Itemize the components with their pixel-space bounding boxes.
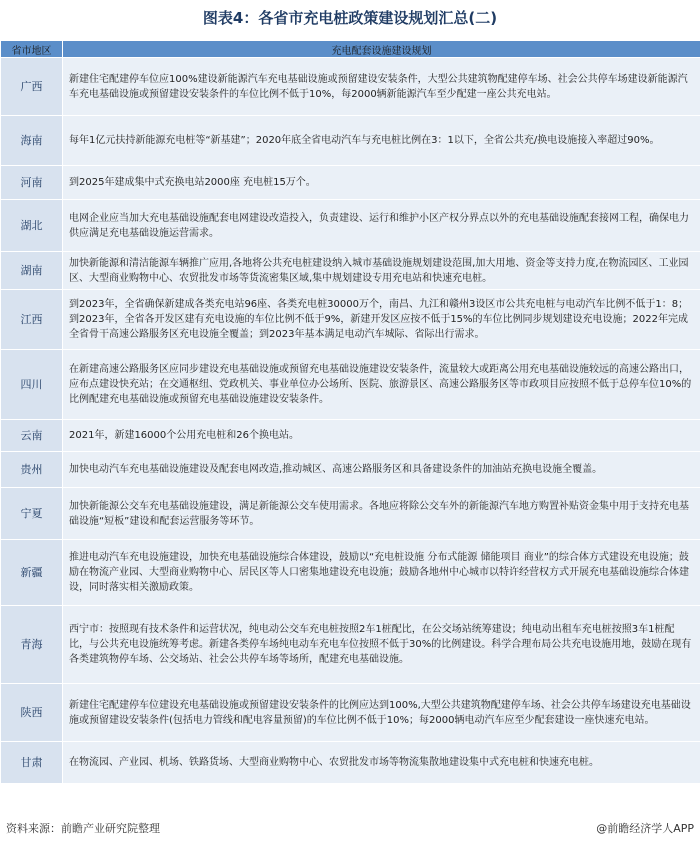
plan-cell: 到2025年建成集中式充换电站2000座 充电桩15万个。 <box>63 166 700 200</box>
plan-cell: 新建住宅配建停车位应100%建设新能源汽车充电基础设施或预留建设安装条件，大型公共建筑物配建停车场、社会公共停车场建设新能源汽车充电基础设施或预留建设安装条件的车位比例不低于10%，每2000辆新能源汽车至少配建一座公共充电站。 <box>63 58 700 116</box>
table-row <box>1 420 700 452</box>
plan-cell: 电网企业应当加大充电基础设施配套电网建设改造投入，负责建设、运行和维护小区产权分界点以外的充电基础设施配套接网工程，确保电力供应满足充电基础设施运营需求。 <box>63 200 700 252</box>
region-cell: 贵州 <box>1 452 63 488</box>
plan-cell: 新建住宅配建停车位建设充电基础设施或预留建设安装条件的比例应达到100%,大型公共建筑物配建停车场、社会公共停车场建设充电基础设施或预留建设安装条件(包括电力管线和配电容量预留)的车位比例不低于10%；每2000辆电动汽车应至少配套建设一座快速充电站。 <box>63 684 700 742</box>
table-row <box>1 742 700 784</box>
table-row <box>1 540 700 606</box>
table-row <box>1 606 700 684</box>
plan-cell: 加快电动汽车充电基础设施建设及配套电网改造,推动城区、高速公路服务区和具备建设条件的加油站充换电设施全覆盖。 <box>63 452 700 488</box>
table-row <box>1 290 700 350</box>
region-cell: 青海 <box>1 606 63 684</box>
region-cell: 新疆 <box>1 540 63 606</box>
table-row <box>1 200 700 252</box>
plan-cell: 每年1亿元扶持新能源充电桩等“新基建”；2020年底全省电动汽车与充电桩比例在3：1以下，全省公共充/换电设施接入率超过90%。 <box>63 116 700 166</box>
policy-table <box>0 40 700 784</box>
plan-cell: 到2023年，全省确保新建成各类充电站96座、各类充电桩30000万个，南昌、九江和赣州3设区市公共充电桩与电动汽车比例不低于1：8；到2023年，全省各开发区建有充电设施的车位比例不低于9%，新建开发区应按不低于15%的车位比例同步规划建设充电设施；2022年完成全省骨干高速公路服务区充电设施全覆盖；到2023年基本满足电动汽车城际、省际出行需求。 <box>63 290 700 350</box>
table-row <box>1 58 700 116</box>
table-row <box>1 252 700 290</box>
table-row <box>1 684 700 742</box>
plan-cell: 加快新能源公交车充电基础设施建设，满足新能源公交车使用需求。各地应将除公交车外的新能源汽车地方购置补贴资金集中用于支持充电基础设施“短板”建设和配套运营服务等环节。 <box>63 488 700 540</box>
table-row <box>1 452 700 488</box>
plan-cell: 在新建高速公路服务区应同步建设充电基础设施或预留充电基础设施建设安装条件，流量较大或距离公用充电基础设施较远的高速公路出口，应布点建设快充站；在交通枢纽、党政机关、事业单位办公场所、医院、旅游景区、高速公路服务区等市政项目应按照不低于总停车位10%的比例配建充电基础设施或预留充电基础设施建设安装条件。 <box>63 350 700 420</box>
region-cell: 陕西 <box>1 684 63 742</box>
table-row <box>1 166 700 200</box>
plan-cell: 加快新能源和清洁能源车辆推广应用,各地将公共充电桩建设纳入城市基础设施规划建设范围,加大用地、资金等支持力度,在物流园区、工业园区、大型商业购物中心、农贸批发市场等货流密集区域,集中规划建设专用充电站和快速充电桩。 <box>63 252 700 290</box>
brand-credit: @前瞻经济学人APP <box>596 822 694 835</box>
table-row <box>1 488 700 540</box>
table-row <box>1 350 700 420</box>
region-cell: 宁夏 <box>1 488 63 540</box>
header-region: 省市地区 <box>1 41 63 58</box>
region-cell: 河南 <box>1 166 63 200</box>
region-cell: 云南 <box>1 420 63 452</box>
plan-cell: 推进电动汽车充电设施建设，加快充电基础设施综合体建设，鼓励以“充电桩设施 分布式能源 储能项目 商业”的综合体方式建设充电设施；鼓励在物流产业园、大型商业购物中心、居民区等人口密集地建设充电设施；鼓励各地州中心城市以特许经营权方式开展充电基础设施综合体建设，同时落实相关激励政策。 <box>63 540 700 606</box>
region-cell: 海南 <box>1 116 63 166</box>
region-cell: 甘肃 <box>1 742 63 784</box>
plan-cell: 在物流园、产业园、机场、铁路货场、大型商业购物中心、农贸批发市场等物流集散地建设集中式充电桩和快速充电桩。 <box>63 742 700 784</box>
region-cell: 湖北 <box>1 200 63 252</box>
region-cell: 四川 <box>1 350 63 420</box>
plan-cell: 2021年，新建16000个公用充电桩和26个换电站。 <box>63 420 700 452</box>
table-row <box>1 116 700 166</box>
table-header-row <box>1 41 700 58</box>
header-plan: 充电配套设施建设规划 <box>63 41 700 58</box>
footer <box>0 818 700 840</box>
region-cell: 江西 <box>1 290 63 350</box>
region-cell: 广西 <box>1 58 63 116</box>
plan-cell: 西宁市：按照现有技术条件和运营状况，纯电动公交车充电桩按照2车1桩配比，在公交场站统筹建设；纯电动出租车充电桩按照3车1桩配比，与公共充电设施统筹考虑。新建各类停车场纯电动车充电车位按照不低于30%的比例建设。科学合理布局公共充电设施用地，鼓励在现有各类建筑物停车场、公交场站、社会公共停车场等场所，配建充电基础设施。 <box>63 606 700 684</box>
source-note: 资料来源：前瞻产业研究院整理 <box>6 822 160 835</box>
chart-title: 图表4：各省市充电桩政策建设规划汇总(二) <box>202 9 498 27</box>
region-cell: 湖南 <box>1 252 63 290</box>
